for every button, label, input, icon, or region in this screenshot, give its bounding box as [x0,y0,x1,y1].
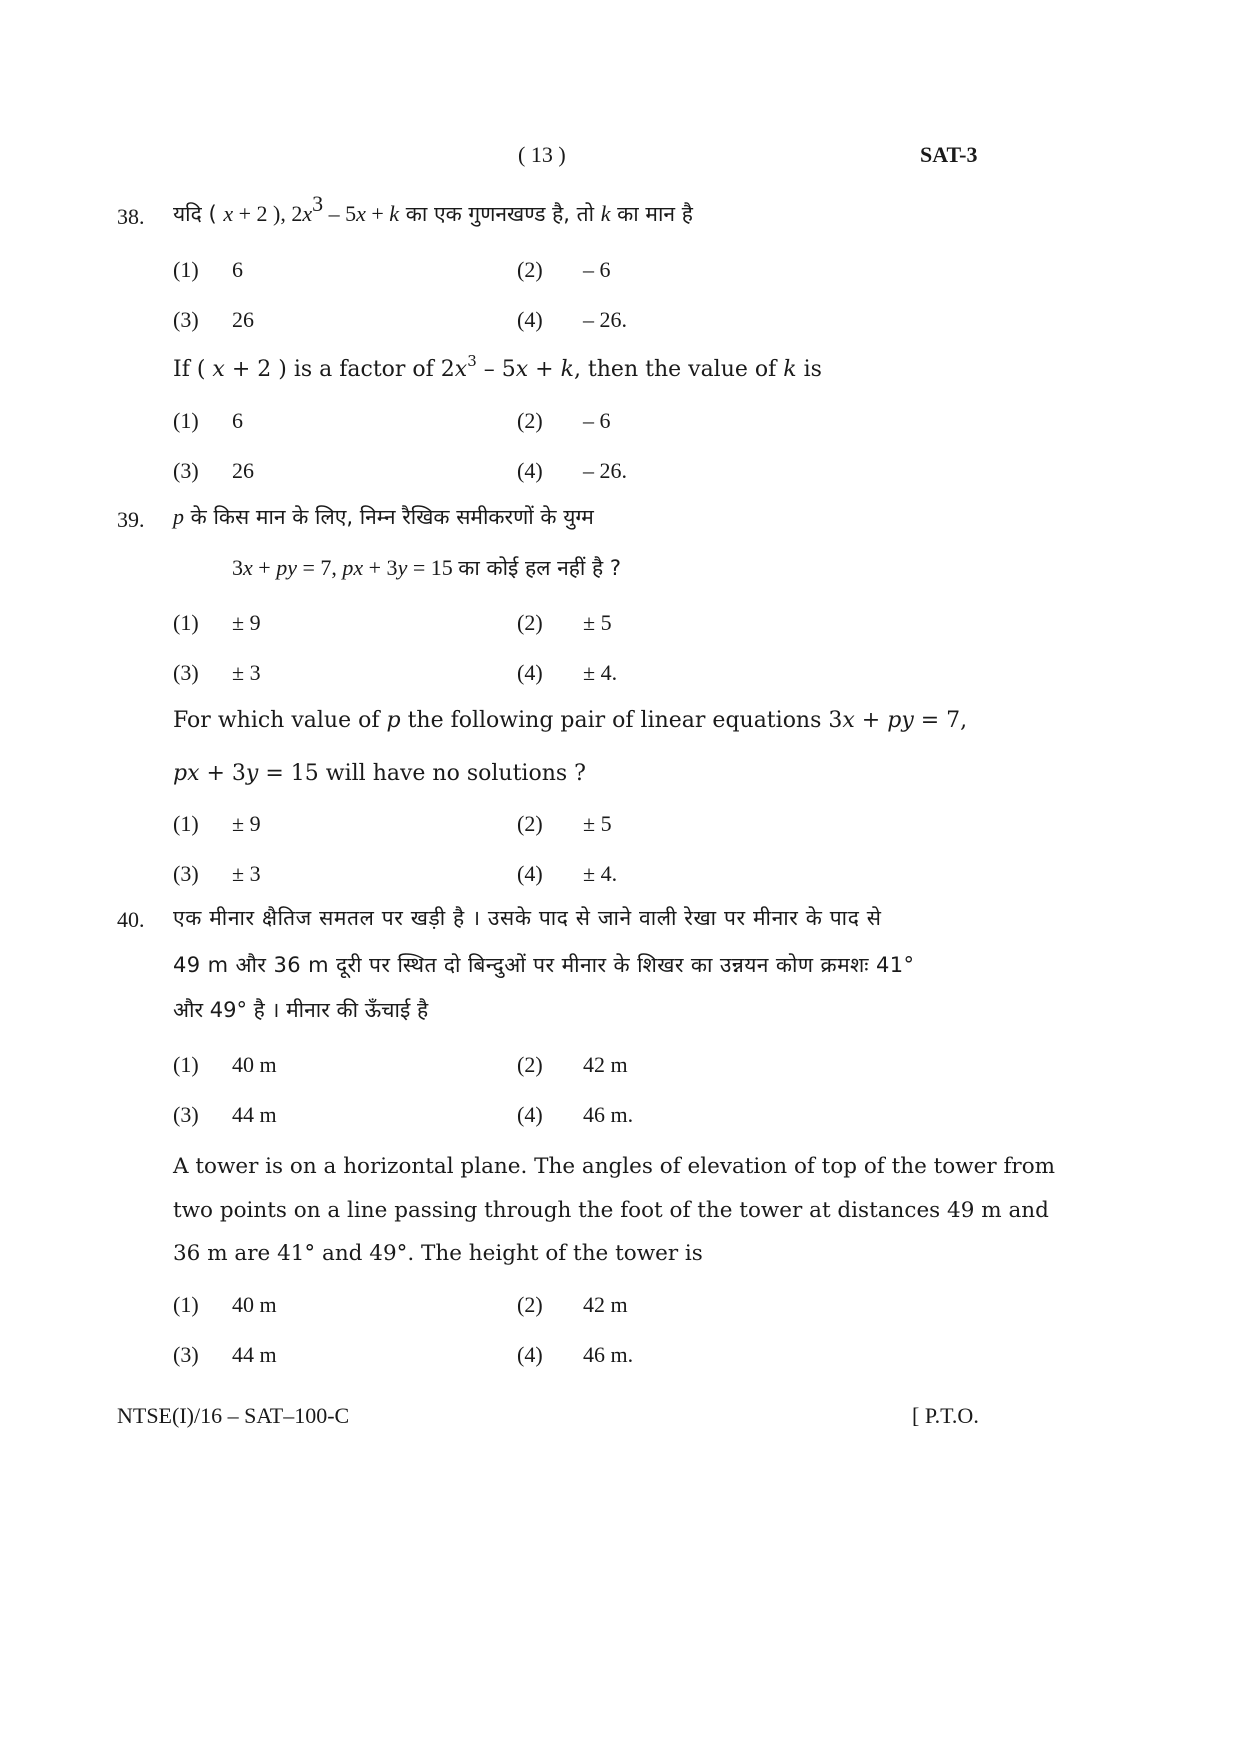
option-value: ± 5 [583,610,612,635]
option-value: 26 [232,458,254,483]
option-number: (1) [173,610,199,635]
option-number: (1) [173,1052,199,1077]
option-value: 6 [232,408,243,433]
option-number: (2) [517,408,543,433]
option-number: (4) [517,660,543,685]
option-value: 6 [232,257,243,282]
option-number: (1) [173,408,199,433]
question-text-hindi: p के किस मान के लिए, निम्न रैखिक समीकरणों के युग्म [173,504,594,529]
option-number: (4) [517,861,543,886]
option-number: (3) [173,660,199,685]
question-equation-hindi: 3x + py = 7, px + 3y = 15 का कोई हल नहीं है ? [232,555,622,580]
option-number: (1) [173,1292,199,1317]
option-value: – 6 [583,257,611,282]
option-value: 26 [232,307,254,332]
option-number: (3) [173,458,199,483]
question-text-hindi: यदि ( x + 2 ), $2x^3 - 5x + k$ का एक गुणनखण्ड है, तो k का मान है [173,191,693,226]
option-value: 44 m [232,1102,277,1127]
option-number: (4) [517,1342,543,1367]
page-number: ( 13 ) [518,142,566,167]
option-value: ± 3 [232,660,261,685]
option-number: (4) [517,307,543,332]
option-value: 40 m [232,1292,277,1317]
option-number: (2) [517,257,543,282]
option-value: 42 m [583,1052,628,1077]
option-number: (1) [173,257,199,282]
question-number: 38. [117,204,145,229]
option-number: (2) [517,1292,543,1317]
option-value: ± 4. [583,660,618,685]
option-value: 40 m [232,1052,277,1077]
option-value: ± 9 [232,610,261,635]
option-number: (1) [173,811,199,836]
question-number: 39. [117,507,145,532]
footer-pto: [ P.T.O. [912,1403,979,1428]
option-number: (3) [173,1102,199,1127]
question-text-english-line2: px + 3y = 15 will have no solutions ? [173,761,586,786]
question-text-hindi: एक मीनार क्षैतिज समतल पर खड़ी है । उसके पाद से जाने वाली रेखा पर मीनार के पाद से [173,906,882,930]
footer-code: NTSE(I)/16 – SAT–100-C [117,1403,350,1428]
question-text-english: For which value of p the following pair of linear equations 3x + py = 7, [173,708,968,733]
question-text-english: If ( x + 2 ) is a factor of $2x^3 - 5x + k$, then the value of k is [173,351,822,382]
option-number: (3) [173,307,199,332]
option-number: (3) [173,1342,199,1367]
option-value: – 26. [583,307,627,332]
question-text-english: A tower is on a horizontal plane. The angles of elevation of top of the tower from [173,1154,1056,1179]
option-value: 46 m. [583,1102,634,1127]
option-number: (4) [517,1102,543,1127]
option-value: – 6 [583,408,611,433]
option-number: (4) [517,458,543,483]
question-text-hindi-line3: और 49° है । मीनार की ऊँचाई है [173,998,429,1022]
option-value: – 26. [583,458,627,483]
option-value: ± 3 [232,861,261,886]
option-value: ± 5 [583,811,612,836]
question-text-english-line2: two points on a line passing through the foot of the tower at distances 49 m and [173,1198,1049,1223]
option-number: (2) [517,1052,543,1077]
option-value: 46 m. [583,1342,634,1367]
option-value: ± 4. [583,861,618,886]
question-text-english-line3: 36 m are 41° and 49°. The height of the tower is [173,1241,703,1266]
option-value: ± 9 [232,811,261,836]
option-number: (2) [517,610,543,635]
option-value: 44 m [232,1342,277,1367]
option-number: (2) [517,811,543,836]
question-text-hindi-line2: 49 m और 36 m दूरी पर स्थित दो बिन्दुओं पर मीनार के शिखर का उन्नयन कोण क्रमशः 41° [173,953,915,977]
option-value: 42 m [583,1292,628,1317]
question-number: 40. [117,907,145,932]
paper-code: SAT-3 [920,142,978,167]
option-number: (3) [173,861,199,886]
